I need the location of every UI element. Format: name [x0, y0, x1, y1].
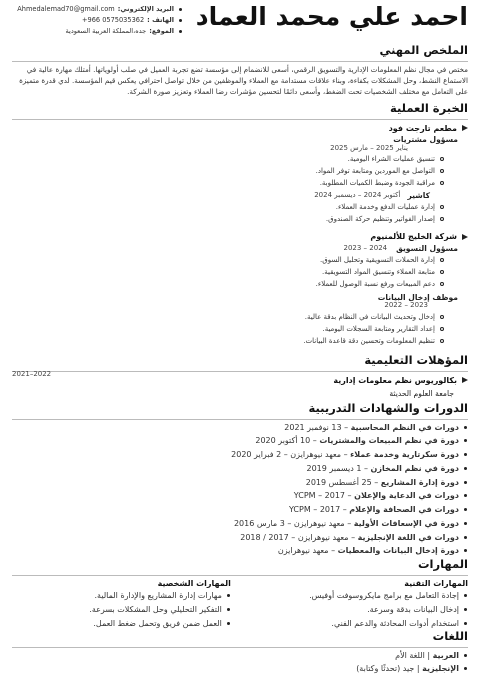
list-item: العمل ضمن فريق وتحمل ضغط العمل. [12, 617, 231, 631]
summary-text: مختص في مجال نظم المعلومات الإدارية والتسويق الرقمي، أسعى للانضمام إلى مؤسسة تضع تجربة العميل في صلب أولوياتها. أمتلك مهارة عالية في الاستماع النشط، وحل المشكلات بكفاءة، وبناء علاقات مستدامة مع العملاء والموظفين من خلال تواصل احترافي يعكس قيم المؤسسة. لدي قدرة متميزة على التعامل مع مختلف الشخصيات تحت الضغط، وأسعى دائمًا لتحسين مؤشرات رضا العملاء وتعزيز صورة الشركة. [19, 64, 468, 96]
university-name: جامعة العلوم الحديثة [389, 389, 454, 399]
section-title: المؤهلات التعليمية [364, 353, 468, 367]
degree-row [12, 370, 468, 387]
email-value[interactable]: Ahmedalemad70@gmail.com [17, 5, 115, 13]
company-name [12, 123, 468, 135]
divider [12, 371, 468, 372]
divider [12, 61, 468, 62]
degree-years: 2021–2022 [12, 370, 52, 379]
course-item: دورة سكرتارية وخدمة عملاء – معهد نيوهرايزن – 2 فبراير 2020 [12, 448, 468, 462]
role-bullets [12, 254, 458, 291]
contact-location [12, 26, 182, 37]
course-item: دورات في الصحافة والإعلام – YCPM – 2017 [12, 503, 468, 517]
course-item: دورات في الدعاية والإعلان – YCPM – 2017 [12, 489, 468, 503]
personal-skills [12, 578, 231, 631]
location-label: الموقع: [149, 26, 174, 35]
degree-name [333, 375, 468, 387]
languages-section [12, 628, 468, 676]
candidate-name: احمد علي محمد العماد [195, 2, 468, 31]
role-bullets [12, 153, 458, 190]
company-label: مطعم تارجت فود [388, 123, 457, 133]
company-block [12, 231, 468, 347]
language-item: الإنجليزية | جيد (تحدثًا وكتابة) [12, 662, 468, 676]
role-dates: 2024 – 2023 [343, 243, 388, 252]
bullet-icon [179, 30, 182, 33]
course-item: دورة في الإسعافات الأولية – معهد نيوهرايزن – 3 مارس 2016 [12, 517, 468, 531]
section-title: المهارات [418, 557, 468, 571]
personal-skills-list [12, 589, 231, 630]
list-item: التفكير التحليلي وحل المشكلات بسرعة. [12, 603, 231, 617]
role-dates: 2023 – 2022 [384, 301, 428, 310]
phone-label: الهاتف : [147, 15, 174, 24]
skills-columns [12, 578, 468, 631]
list-item: إدخال وتحديث البيانات في النظام بدقة عالية. [12, 311, 444, 323]
list-item: تنظيم المعلومات وتحسين دقة قاعدة البيانات. [12, 335, 444, 347]
section-title: الدورات والشهادات التدريبية [308, 401, 468, 415]
list-item: إصدار الفواتير وتنظيم حركة الصندوق. [12, 213, 444, 225]
list-item: استخدام أدوات المحادثة والدعم الفني. [249, 617, 468, 631]
email-label: البريد الإلكتروني: [117, 5, 174, 13]
company-label: شركة الخليج للألمنيوم [370, 232, 457, 242]
role-bullets [12, 201, 458, 226]
role-title: كاشير [407, 190, 430, 200]
arrow-icon [462, 377, 468, 383]
course-item: دورة في نظم المخازن – 1 ديسمبر 2019 [12, 462, 468, 476]
section-title: الملخص المهني [379, 43, 468, 57]
personal-skills-title: المهارات الشخصية [157, 578, 231, 588]
course-item: دورات في اللغة الإنجليزية – معهد نيوهرايزن – 2017 / 2018 [12, 531, 468, 545]
arrow-icon [462, 234, 468, 240]
company-name [12, 231, 468, 243]
role-block [12, 134, 468, 225]
role-bullets [12, 311, 458, 348]
divider [12, 119, 468, 120]
role-title: مسؤول التسويق [396, 243, 458, 253]
list-item: دعم المبيعات ورفع نسبة الوصول للعملاء. [12, 278, 444, 290]
course-item: دورة إدخال البيانات والمعطيات – معهد نيوهرايزن [12, 544, 468, 558]
role-block [12, 243, 468, 348]
divider [12, 419, 468, 420]
list-item: متابعة العملاء وتنسيق المواد التسويقية. [12, 266, 444, 278]
technical-skills [249, 578, 468, 631]
course-item: دورة إدارة المشاريع – 25 أغسطس 2019 [12, 476, 468, 490]
role-dates: يناير 2025 – مارس 2025 [330, 143, 408, 152]
role-header [12, 190, 430, 201]
bullet-icon [179, 19, 182, 22]
course-item: دورة في نظم المبيعات والمشتريات – 10 أكتوبر 2020 [12, 434, 468, 448]
role-header [12, 243, 458, 254]
technical-skills-list [249, 589, 468, 630]
degree-label: بكالوريوس نظم معلومات إدارية [333, 375, 457, 385]
bullet-icon [179, 8, 182, 11]
education-section [12, 352, 468, 399]
role-title: موظف إدخال البيانات [377, 293, 458, 303]
divider [12, 647, 468, 648]
contact-block [12, 4, 182, 37]
role-dates: أكتوبر 2024 – ديسمبر 2024 [314, 190, 401, 199]
language-item: العربية | اللغة الأم [12, 649, 468, 663]
section-title: اللغات [432, 629, 468, 643]
list-item: إدارة عمليات الدفع وخدمة العملاء. [12, 201, 444, 213]
contact-phone [12, 15, 182, 26]
list-item: إدخال البيانات بدقة وسرعة. [249, 603, 468, 617]
languages-list [12, 649, 468, 677]
company-block [12, 123, 468, 225]
courses-section [12, 400, 468, 558]
skills-section [12, 556, 468, 631]
location-value: جده،المملكة العربية السعودية [65, 26, 147, 35]
list-item: إجادة التعامل مع برامج مايكروسوفت أوفيس. [249, 589, 468, 603]
arrow-icon [462, 125, 468, 131]
summary-section [12, 42, 468, 97]
contact-email [12, 4, 182, 15]
list-item: إدارة الحملات التسويقية وتحليل السوق. [12, 254, 444, 266]
experience-section [12, 100, 468, 347]
list-item: تنسيق عمليات الشراء اليومية. [12, 153, 444, 165]
technical-skills-title: المهارات التقنية [404, 578, 468, 588]
course-item: دورات في النظم المحاسبية – 13 نوفمبر 2021 [12, 421, 468, 435]
phone-value: +966 0575035362 [82, 15, 145, 24]
role-title: مسؤول مشتريات [393, 135, 458, 145]
section-title: الخبرة العملية [389, 101, 468, 115]
courses-list [12, 421, 468, 559]
list-item: مهارات إدارة المشاريع والإدارة المالية. [12, 589, 231, 603]
list-item: التواصل مع الموردين ومتابعة توفر المواد. [12, 165, 444, 177]
list-item: إعداد التقارير ومتابعة السجلات اليومية. [12, 323, 444, 335]
divider [12, 575, 468, 576]
list-item: مراقبة الجودة وضبط الكميات المطلوبة. [12, 177, 444, 189]
